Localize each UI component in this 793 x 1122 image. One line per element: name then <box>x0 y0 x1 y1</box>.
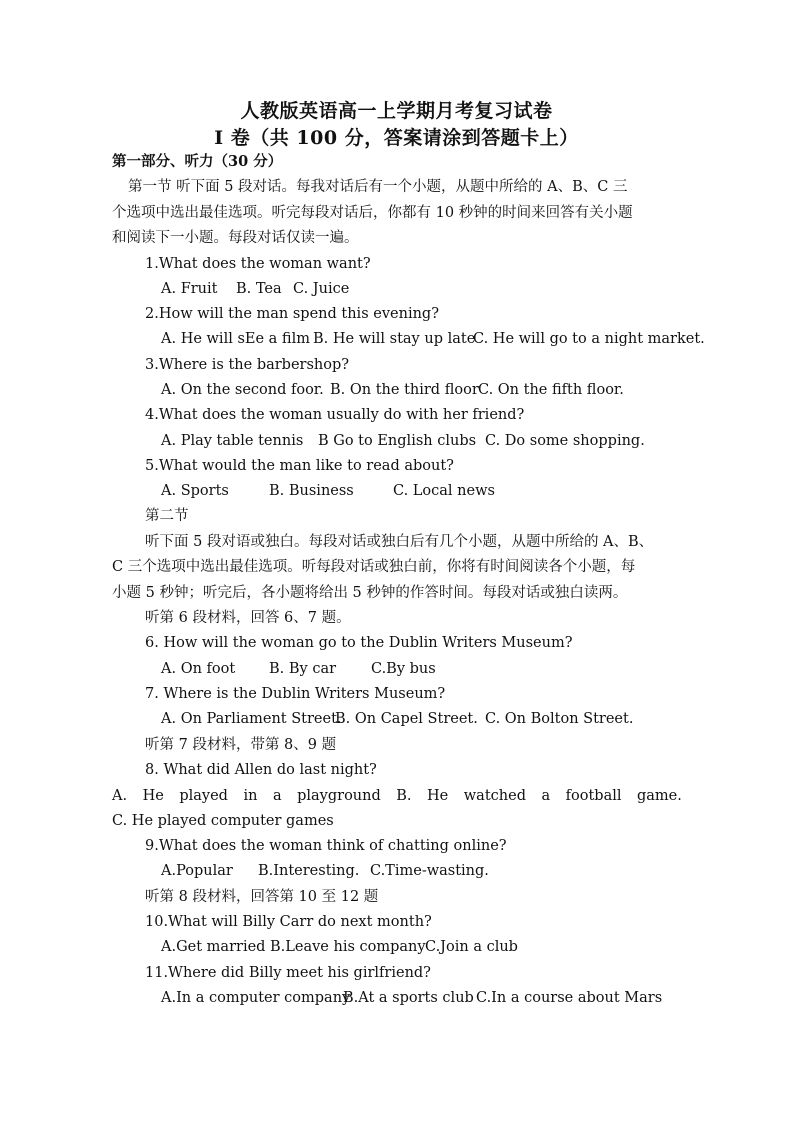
q3-option-a: A. On the second foor. <box>161 382 324 398</box>
q8-option-c: C. He played computer games <box>112 813 334 829</box>
q8-word: a <box>272 788 282 804</box>
q7-option-b: B. On Capel Street. <box>335 711 478 727</box>
q2-option-a: A. He will sEe a film <box>161 331 310 347</box>
q11-option-b: B.At a sports club <box>343 990 474 1006</box>
q8-word: in <box>243 788 258 804</box>
q5-option-a: A. Sports <box>161 483 229 499</box>
q7-option-c: C. On Bolton Street. <box>485 711 634 727</box>
section2-intro-line3: 小题 5 秒钟；听完后，各小题将给出 5 秒钟的作答时间。每段对话或独白读两。 <box>112 585 628 601</box>
material-6-instruction: 听第 6 段材料，回答 6、7 题。 <box>145 610 351 626</box>
section1-intro-line1: 第一节 听下面 5 段对话。每我对话后有一个小题，从题中所给的 A、B、C 三 <box>128 179 628 195</box>
q11-option-c: C.In a course about Mars <box>476 990 663 1006</box>
q8-word: game. <box>637 788 682 804</box>
page-title: 人教版英语高一上学期月考复习试卷 <box>240 100 553 122</box>
material-8-instruction: 听第 8 段材料，回答第 10 至 12 题 <box>145 889 379 905</box>
q4-option-c: C. Do some shopping. <box>485 433 645 449</box>
question-1: 1.What does the woman want? <box>145 256 371 272</box>
section2-label: 第二节 <box>145 508 189 524</box>
q3-option-c: C. On the fifth floor. <box>478 382 624 398</box>
part1-heading: 第一部分、听力（30 分） <box>112 153 283 170</box>
question-4: 4.What does the woman usually do with her friend? <box>145 407 525 423</box>
q11-option-a: A.In a computer company <box>161 990 351 1006</box>
question-6: 6. How will the woman go to the Dublin Writers Museum? <box>145 635 573 651</box>
q8-word: played <box>179 788 228 804</box>
q5-option-b: B. Business <box>269 483 354 499</box>
q5-option-c: C. Local news <box>393 483 495 499</box>
question-10: 10.What will Billy Carr do next month? <box>145 914 432 930</box>
q8-option-a: A. <box>112 788 128 804</box>
section1-intro-line3: 和阅读下一小题。每段对话仅读一遍。 <box>112 230 359 246</box>
question-11: 11.Where did Billy meet his girlfriend? <box>145 965 431 981</box>
q8-word: watched <box>463 788 526 804</box>
q8-options-line1 <box>112 787 682 805</box>
page-subtitle: I 卷（共 100 分，答案请涂到答题卡上） <box>214 127 579 149</box>
q7-option-a: A. On Parliament Street. <box>161 711 342 727</box>
question-5: 5.What would the man like to read about? <box>145 458 454 474</box>
q2-option-b: B. He will stay up late <box>313 331 476 347</box>
question-3: 3.Where is the barbershop? <box>145 357 350 373</box>
question-9: 9.What does the woman think of chatting online? <box>145 838 507 854</box>
q3-option-b: B. On the third floor <box>330 382 479 398</box>
q8-word: He <box>427 788 449 804</box>
question-7: 7. Where is the Dublin Writers Museum? <box>145 686 446 702</box>
material-7-instruction: 听第 7 段材料，带第 8、9 题 <box>145 737 337 753</box>
q4-option-b: B Go to English clubs <box>318 433 477 449</box>
q8-option-b: B. <box>396 788 412 804</box>
q8-word: a <box>541 788 551 804</box>
q10-option-c: C.Join a club <box>425 939 518 955</box>
section2-intro-line1: 听下面 5 段对语或独白。每段对话或独白后有几个小题，从题中所给的 A、B、 <box>145 534 654 550</box>
q4-option-a: A. Play table tennis <box>161 433 304 449</box>
q8-word: He <box>142 788 164 804</box>
question-8: 8. What did Allen do last night? <box>145 762 377 778</box>
q8-word: football <box>565 788 622 804</box>
q6-option-b: B. By car <box>269 661 337 677</box>
q9-option-a: A.Popular <box>161 863 233 879</box>
q10-option-b: B.Leave his company <box>270 939 426 955</box>
q10-option-a: A.Get married <box>161 939 266 955</box>
q9-option-b: B.Interesting. <box>258 863 360 879</box>
q1-option-b: B. Tea <box>236 281 282 297</box>
q6-option-c: C.By bus <box>371 661 436 677</box>
q2-option-c: C. He will go to a night market. <box>473 331 705 347</box>
q1-option-a: A. Fruit <box>161 281 218 297</box>
q1-option-c: C. Juice <box>293 281 350 297</box>
section1-intro-line2: 个选项中选出最佳选项。听完每段对话后，你都有 10 秒钟的时间来回答有关小题 <box>112 205 633 221</box>
q6-option-a: A. On foot <box>161 661 236 677</box>
q8-word: playground <box>297 788 381 804</box>
q9-option-c: C.Time-wasting. <box>370 863 489 879</box>
section2-intro-line2: C 三个选项中选出最佳选项。听每段对话或独白前，你将有时间阅读各个小题，每 <box>112 559 636 575</box>
question-2: 2.How will the man spend this evening? <box>145 306 439 322</box>
